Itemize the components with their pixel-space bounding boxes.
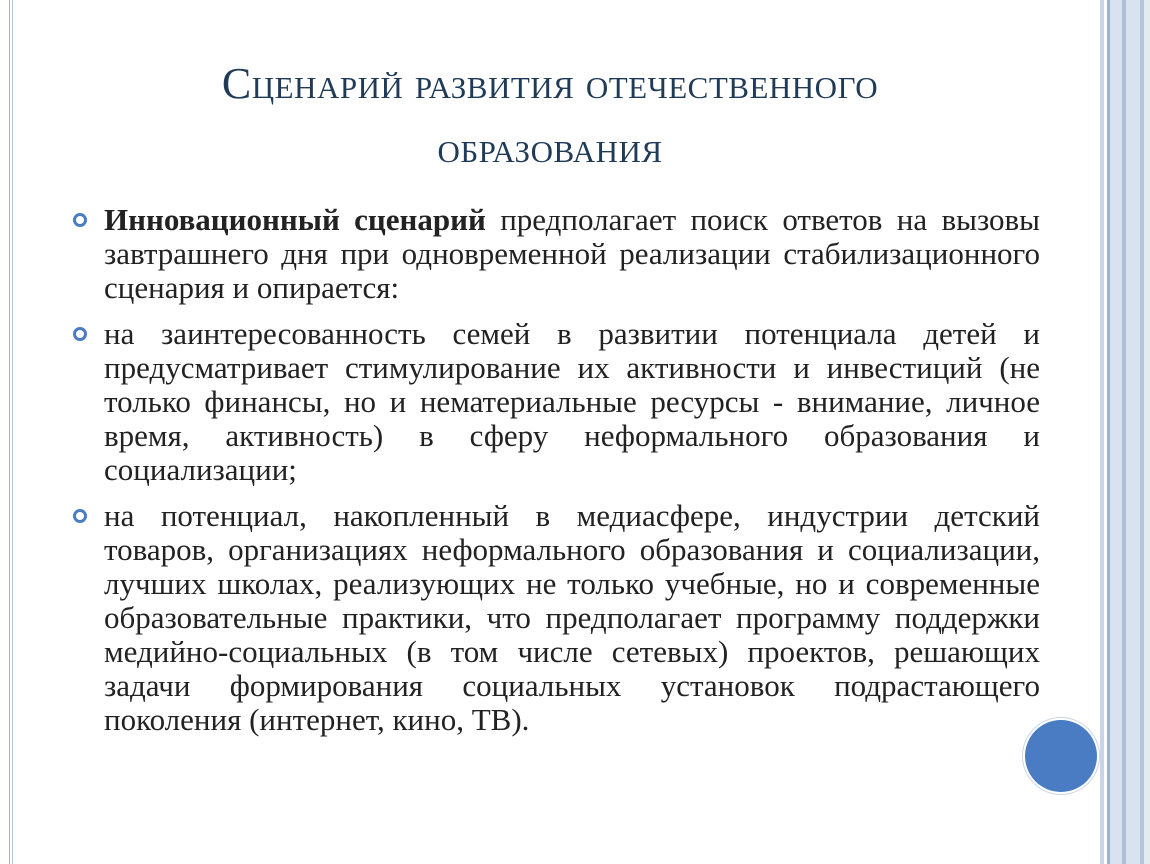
right-stripe [1110,0,1122,864]
circle-bullet-icon [73,509,87,523]
right-stripe [1100,0,1104,864]
list-item [104,317,1040,487]
bullet-text: предполагает поиск ответов на вызовы завтрашнего дня при одновременной реализации стабилизационного сценария и опирается: [104,202,1040,305]
right-stripe [1126,0,1140,864]
slide-title [60,52,1040,180]
bullet-list [104,203,1040,749]
circle-bullet-icon [73,327,87,341]
list-item [104,499,1040,737]
bullet-text: на заинтересованность семей в развитии потенциала детей и предусматривает стимулирование их активности и инвестиций (не только финансы, но и нематериальные ресурсы - внимание, личное время, активность) в сферу неформального образования и социализации; [104,316,1040,487]
title-line-2: образования [437,123,663,172]
left-frame-line [12,0,13,864]
circle-bullet-icon [73,213,87,227]
bullet-bold-text: Инновационный сценарий [104,202,486,237]
title-line-1: Сценарий развития отечественного [221,59,879,108]
bullet-text: на потенциал, накопленный в медиасфере, индустрии детский товаров, организациях неформального образования и социализации, лучших школах, реализующих не только учебные, но и современные образовательные практики, что предполагает программу поддержки медийно-социальных (в том числе сетевых) проектов, решающих задачи формирования социальных установок подрастающего поколения (интернет, кино, ТВ). [104,498,1040,737]
list-item [104,203,1040,305]
left-frame-line [9,0,10,864]
right-stripe [1144,0,1150,864]
